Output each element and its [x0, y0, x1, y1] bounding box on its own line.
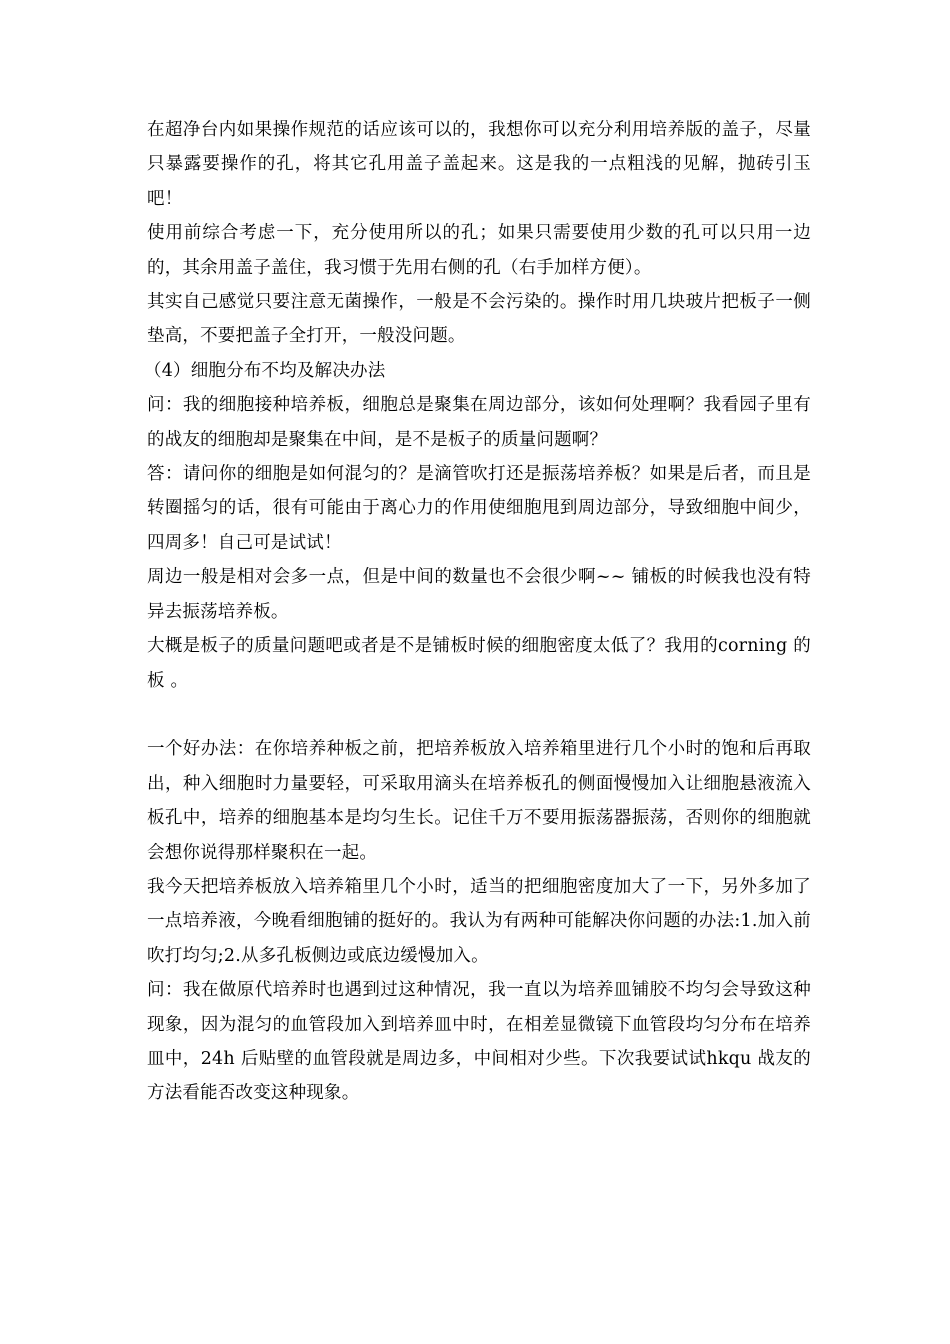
paragraph-question-2: 问：我在做原代培养时也遇到过这种情况，我一直以为培养皿铺胶不均匀会导致这种现象，因为混匀的血管段加入到培养皿中时，在相差显微镜下血管段均匀分布在培养皿中，24h 后贴壁的血管段就是周边多，中间相对少些。下次我要试试hkqu 战友的方法看能否改变这种现象。	[147, 980, 811, 1104]
paragraph-question: 问：我的细胞接种培养板，细胞总是聚集在周边部分，该如何处理啊？我看园子里有的战友的细胞却是聚集在中间，是不是板子的质量问题啊？	[147, 395, 811, 450]
document-body	[144, 113, 811, 1111]
paragraph-method: 一个好办法：在你培养种板之前，把培养板放入培养箱里进行几个小时的饱和后再取出，种入细胞时力量要轻，可采取用滴头在培养板孔的侧面慢慢加入让细胞悬液流入板孔中，培养的细胞基本是均匀生长。记住千万不要用振荡器振荡，否则你的细胞就会想你说得那样聚积在一起。	[147, 739, 811, 863]
paragraph-3: 其实自己感觉只要注意无菌操作，一般是不会污染的。操作时用几块玻片把板子一侧垫高，不要把盖子全打开，一般没问题。	[147, 292, 811, 347]
blank-line	[147, 698, 811, 732]
paragraph-reply-2: 大概是板子的质量问题吧或者是不是铺板时候的细胞密度太低了？我用的corning 的板 。	[147, 636, 811, 691]
section-heading: （4）细胞分布不均及解决办法	[144, 360, 386, 381]
paragraph-1: 在超净台内如果操作规范的话应该可以的，我想你可以充分利用培养版的盖子，尽量只暴露要操作的孔，将其它孔用盖子盖起来。这是我的一点粗浅的见解，抛砖引玉吧！	[147, 120, 811, 209]
paragraph-2: 使用前综合考虑一下，充分使用所以的孔；如果只需要使用少数的孔可以只用一边的，其余用盖子盖住，我习惯于先用右侧的孔（右手加样方便）。	[147, 223, 811, 278]
paragraph-experience: 我今天把培养板放入培养箱里几个小时，适当的把细胞密度加大了一下，另外多加了一点培养液，今晚看细胞铺的挺好的。我认为有两种可能解决你问题的办法:1.加入前吹打均匀;2.从多孔板侧边或底边缓慢加入。	[147, 876, 811, 966]
paragraph-answer: 答：请问你的细胞是如何混匀的？是滴管吹打还是振荡培养板？如果是后者，而且是转圈摇匀的话，很有可能由于离心力的作用使细胞甩到周边部分，导致细胞中间少，四周多！自己可是试试！	[147, 464, 811, 553]
paragraph-reply-1: 周边一般是相对会多一点，但是中间的数量也不会很少啊~~ 铺板的时候我也没有特异去振荡培养板。	[147, 567, 811, 622]
